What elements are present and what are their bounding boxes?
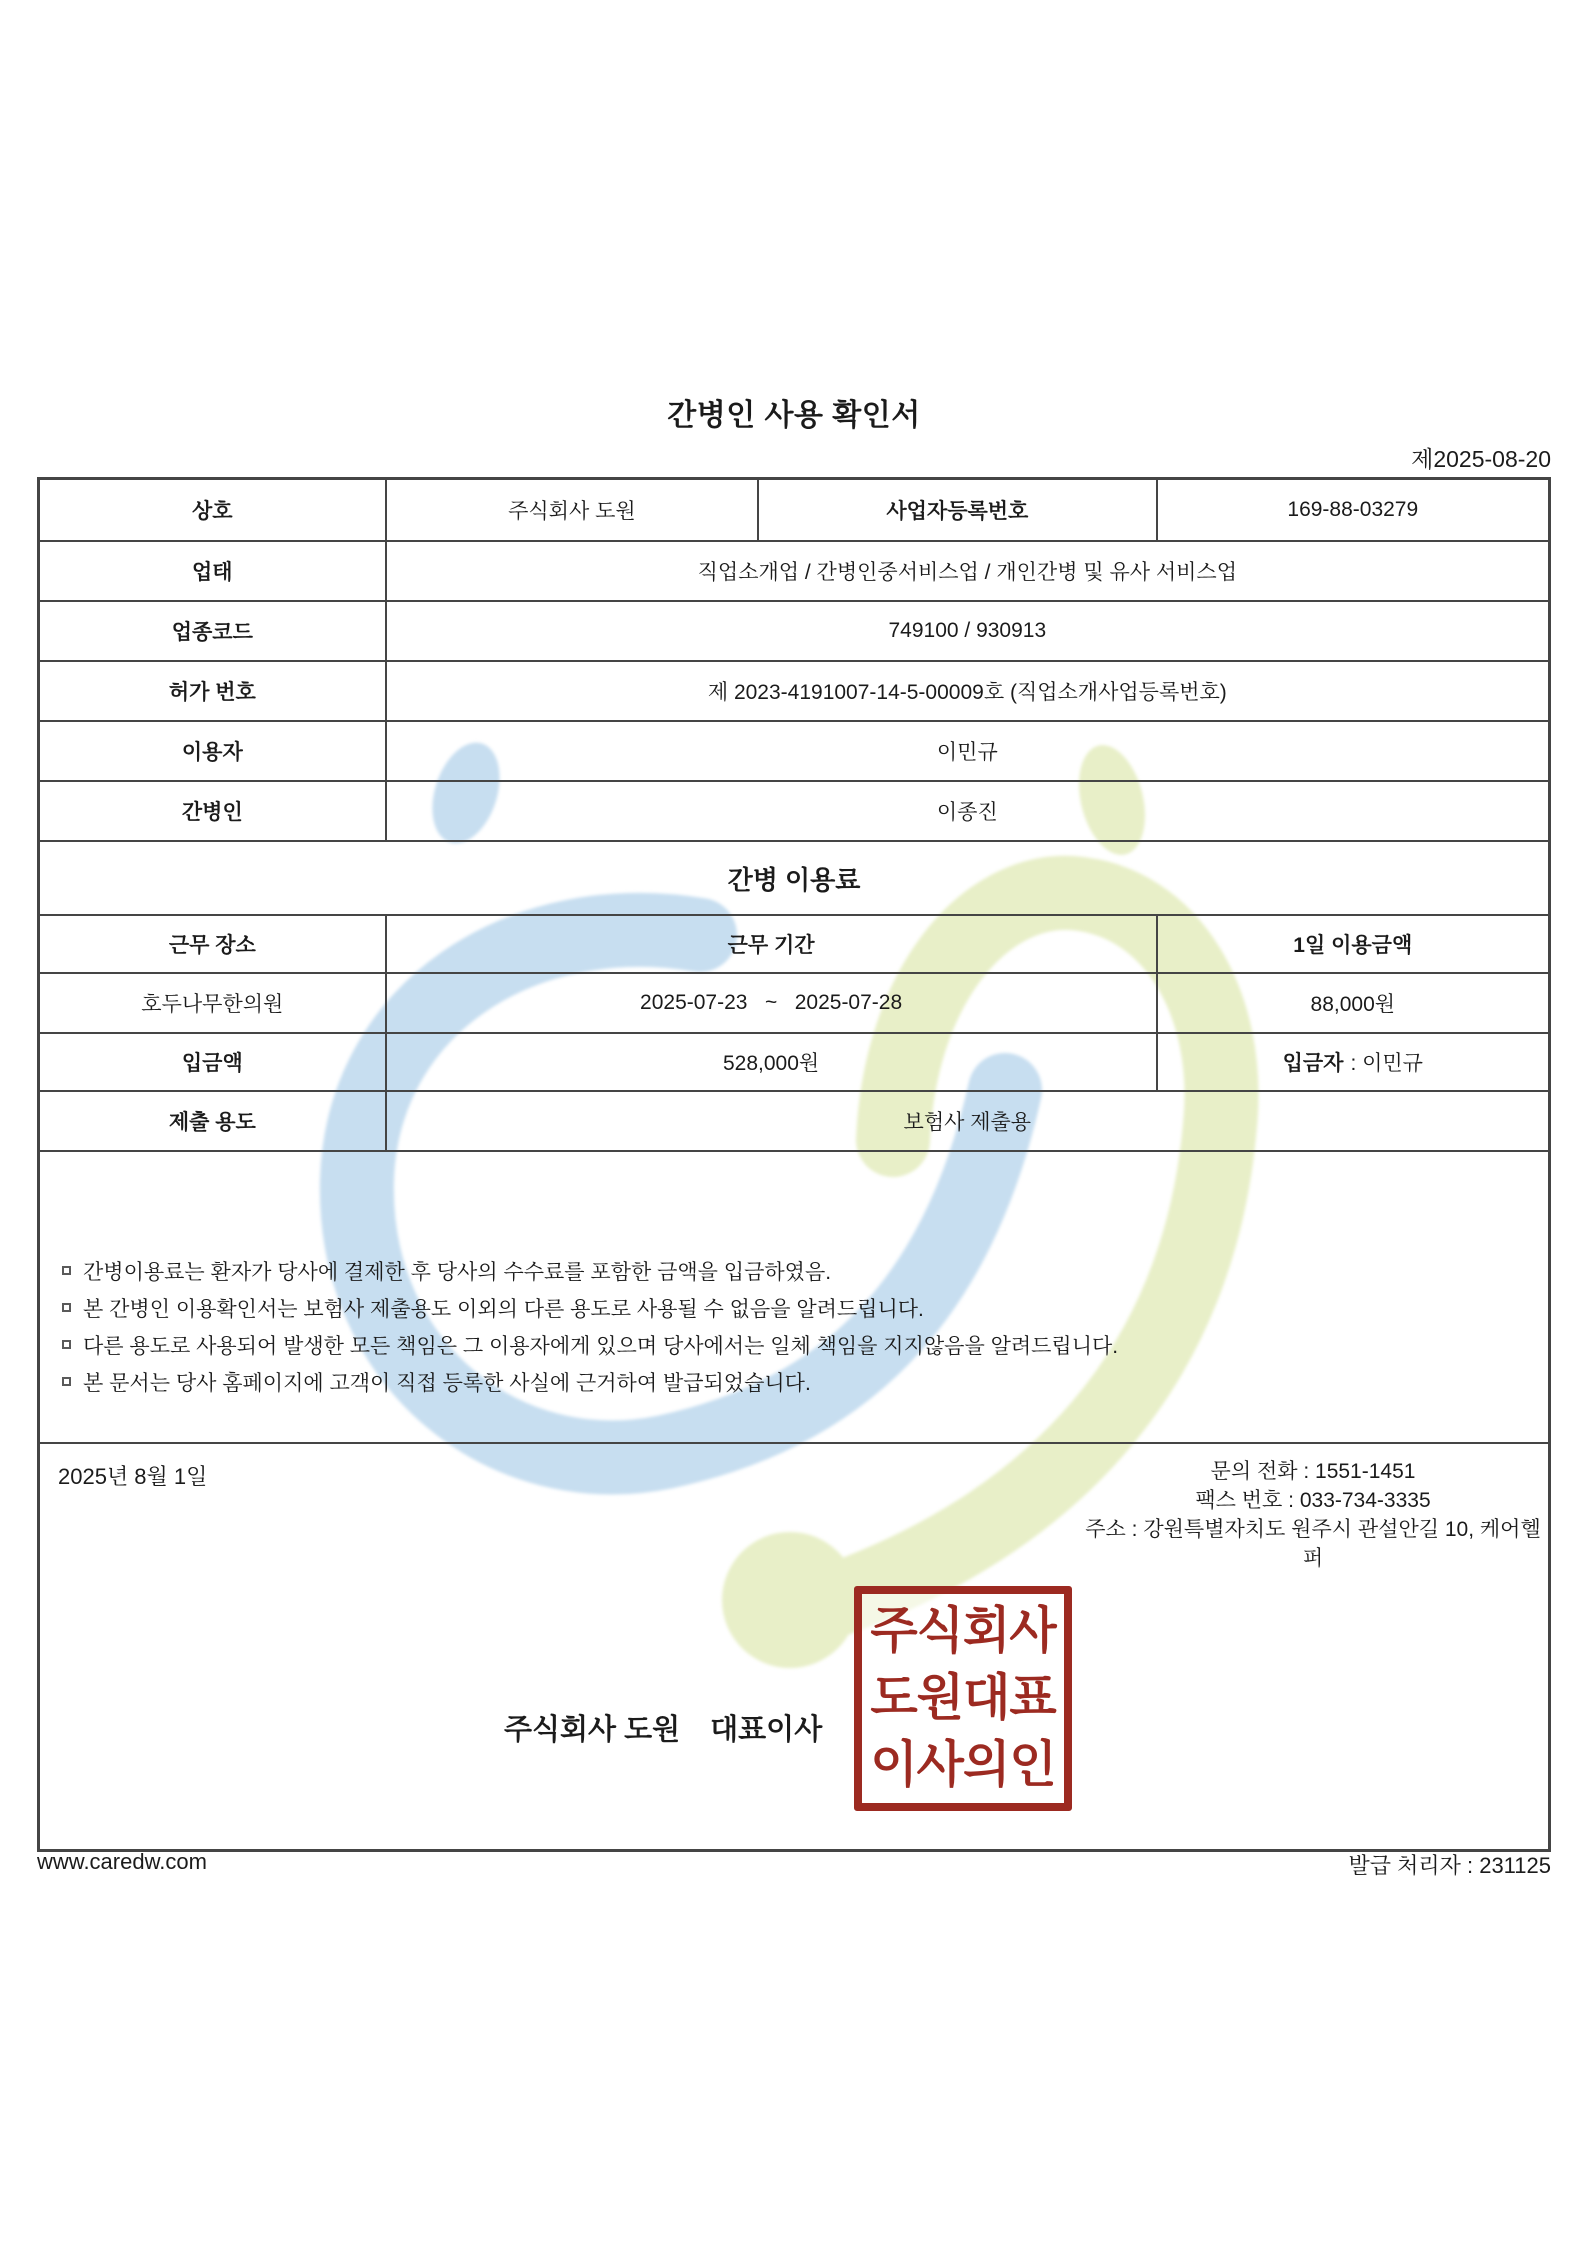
- note-item: [62, 1326, 1548, 1363]
- payer-value: : 이민규: [1350, 1052, 1423, 1075]
- permit-number-label: 허가 번호: [168, 681, 256, 704]
- issue-date: 2025년 8월 1일: [58, 1464, 208, 1489]
- page-title: 간병인 사용 확인서: [667, 399, 921, 432]
- table-row-fee-header: [40, 914, 1548, 972]
- caregiver-value: 이종진: [385, 782, 1548, 840]
- table-row-purpose: [40, 1090, 1548, 1150]
- seal-text-line: 이사의인: [870, 1737, 1056, 1793]
- permit-number-value: 제 2023-4191007-14-5-00009호 (직업소개사업등록번호): [385, 662, 1548, 720]
- company-name-value: 주식회사 도원: [385, 480, 758, 540]
- website-url: www.caredw.com: [37, 1849, 207, 1874]
- issuer-id: 발급 처리자 : 231125: [1348, 1853, 1551, 1878]
- note-item: [62, 1363, 1548, 1400]
- business-type-label: 업태: [192, 561, 233, 584]
- notes-cell: [40, 1152, 1548, 1442]
- company-name: 주식회사 도원: [504, 1714, 681, 1746]
- industry-code-label: 업종코드: [171, 621, 253, 644]
- table-row-user: [40, 720, 1548, 780]
- contact-fax: 팩스 번호 : 033-734-3335: [1195, 1489, 1431, 1512]
- table-row-deposit: [40, 1032, 1548, 1090]
- company-signature-line: [504, 1707, 822, 1748]
- document-number: 제2025-08-20: [1411, 446, 1551, 472]
- table-row-notes: [40, 1150, 1548, 1442]
- company-name-label: 상호: [192, 500, 233, 523]
- table-row-closing: [40, 1442, 1548, 1849]
- square-bullet-icon: [62, 1303, 71, 1312]
- period-value: 2025-07-23 ~ 2025-07-28: [385, 974, 1156, 1032]
- note-text: 간병이용료는 환자가 당사에 결제한 후 당사의 수수료를 포함한 금액을 입금하였음.: [83, 1260, 832, 1284]
- table-row-fee-values: [40, 972, 1548, 1032]
- table-row-caregiver: [40, 780, 1548, 840]
- payer-label: 입금자: [1282, 1052, 1344, 1075]
- table-row-business-type: [40, 540, 1548, 600]
- table-row-permit-number: [40, 660, 1548, 720]
- industry-code-value: 749100 / 930913: [385, 602, 1548, 660]
- user-value: 이민규: [385, 722, 1548, 780]
- business-reg-label: 사업자등록번호: [757, 480, 1155, 540]
- confirmation-table: [37, 477, 1551, 1852]
- workplace-value: 호두나무한의원: [141, 993, 284, 1016]
- note-text: 다른 용도로 사용되어 발생한 모든 책임은 그 이용자에게 있으며 당사에서는 일체 책임을 지지않음을 알려드립니다.: [83, 1334, 1119, 1358]
- seal-text-line: 도원대표: [870, 1670, 1056, 1726]
- closing-cell: [40, 1444, 1548, 1849]
- note-item: [62, 1289, 1548, 1326]
- contact-phone: 문의 전화 : 1551-1451: [1210, 1460, 1416, 1483]
- business-type-value: 직업소개업 / 간병인중서비스업 / 개인간병 및 유사 서비스업: [385, 542, 1548, 600]
- notes-list: [40, 1152, 1548, 1400]
- table-row-company: [40, 480, 1548, 540]
- ceo-title: 대표이사: [710, 1714, 823, 1746]
- corporate-seal: [854, 1586, 1072, 1811]
- contact-address: 주소 : 강원특별자치도 원주시 관설안길 10, 케어헬퍼: [1085, 1518, 1541, 1570]
- purpose-label: 제출 용도: [168, 1111, 256, 1134]
- deposit-amount: 528,000원: [385, 1034, 1156, 1090]
- deposit-label: 입금액: [181, 1052, 243, 1075]
- square-bullet-icon: [62, 1377, 71, 1386]
- table-row-industry-code: [40, 600, 1548, 660]
- table-row-fee-section: [40, 840, 1548, 914]
- note-item: [62, 1252, 1548, 1289]
- note-text: 본 간병인 이용확인서는 보험사 제출용도 이외의 다른 용도로 사용될 수 없음을 알려드립니다.: [83, 1297, 924, 1321]
- contact-info: [1078, 1457, 1548, 1573]
- purpose-value: 보험사 제출용: [385, 1092, 1548, 1150]
- square-bullet-icon: [62, 1266, 71, 1275]
- daily-amount-value: 88,000원: [1156, 974, 1548, 1032]
- square-bullet-icon: [62, 1340, 71, 1349]
- user-label: 이용자: [181, 741, 243, 764]
- workplace-header: 근무 장소: [168, 934, 256, 957]
- seal-text-line: 주식회사: [870, 1603, 1056, 1659]
- business-reg-value: 169-88-03279: [1156, 480, 1548, 540]
- payer-cell: [1156, 1034, 1548, 1090]
- fee-section-title: 간병 이용료: [727, 864, 861, 895]
- daily-amount-header: 1일 이용금액: [1156, 916, 1548, 972]
- note-text: 본 문서는 당사 홈페이지에 고객이 직접 등록한 사실에 근거하여 발급되었습니다.: [83, 1371, 811, 1395]
- period-header: 근무 기간: [385, 916, 1156, 972]
- caregiver-label: 간병인: [181, 801, 243, 824]
